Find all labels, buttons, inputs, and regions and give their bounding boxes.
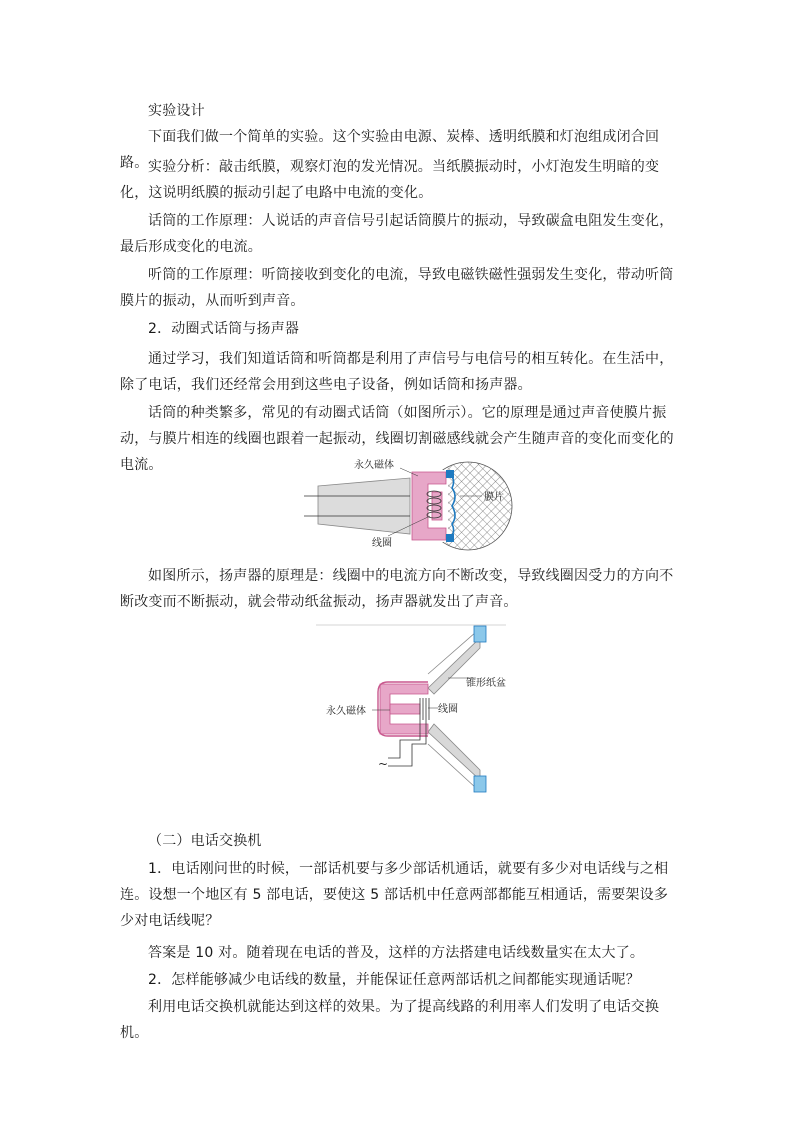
paragraph-answer-2: 利用电话交换机就能达到这样的效果。为了提高线路的利用率人们发明了电话交换机。	[120, 999, 660, 1041]
mic-handle	[318, 478, 410, 534]
paragraph-speaker-principle: 如图所示，扬声器的原理是：线圈中的电流方向不断改变，导致线圈因受力的方向不断改变而不断振动，就会带动纸盆振动，扬声器就发出了声音。	[120, 568, 674, 610]
label-ac-source: ~	[378, 757, 389, 771]
label-diaphragm: 膜片	[484, 492, 504, 503]
paragraph-experiment: 下面我们做一个简单的实验。这个实验由电源、炭棒、透明纸膜和灯泡组成闭合回路。	[120, 129, 660, 171]
speaker-coil	[420, 698, 429, 720]
paragraph-question-2: 2．怎样能够减少电话线的数量，并能保证任意两部话机之间都能实现通话呢？	[148, 972, 640, 988]
label-cone: 锥形纸盆	[466, 678, 506, 689]
heading-experiment-design: 实验设计	[148, 103, 205, 119]
paragraph-receiver-principle: 听筒的工作原理：听筒接收到变化的电流，导致电磁铁磁性强弱发生变化，带动听筒膜片的振动，从而听到声音。	[120, 267, 674, 309]
speaker-surround-bottom	[474, 776, 486, 792]
dynamic-microphone-diagram	[300, 456, 520, 556]
label-permanent-magnet: 永久磁体	[326, 706, 366, 717]
loudspeaker-diagram	[316, 624, 516, 796]
speaker-surround-top	[474, 626, 486, 642]
label-coil: 线圈	[372, 538, 392, 549]
paragraph-question-1: 1．电话刚问世的时候，一部话机要与多少部话机通话，就要有多少对电话线与之相连。设想一个地区有 5 部电话，要使这 5 部话机中任意两部都能互相通话，需要架设多少对电话线呢？	[120, 861, 669, 929]
heading-dynamic-mic: 2．动圈式话筒与扬声器	[148, 321, 300, 337]
paragraph-mic-types: 话筒的种类繁多，常见的有动圈式话筒（如图所示）。它的原理是通过声音使膜片振动，与膜片相连的线圈也跟着一起振动，线圈切割磁感线就会产生随声音的变化而变化的电流。	[120, 405, 674, 473]
paragraph-mic-principle: 话筒的工作原理：人说话的声音信号引起话筒膜片的振动，导致碳盒电阻发生变化，最后形成变化的电流。	[120, 213, 674, 255]
label-permanent-magnet: 永久磁体	[354, 460, 394, 471]
paragraph-analysis: 实验分析：敲击纸膜，观察灯泡的发光情况。当纸膜振动时，小灯泡发生明暗的变化，这说明纸膜的振动引起了电路中电流的变化。	[120, 159, 660, 201]
paragraph-intro-devices: 通过学习，我们知道话筒和听筒都是利用了声信号与电信号的相互转化。在生活中，除了电话，我们还经常会用到这些电子设备，例如话筒和扬声器。	[120, 351, 674, 393]
paragraph-answer-1: 答案是 10 对。随着现在电话的普及，这样的方法搭建电话线数量实在太大了。	[148, 945, 645, 961]
heading-telephone-exchange: （二）电话交换机	[148, 833, 262, 849]
label-coil: 线圈	[438, 704, 458, 715]
